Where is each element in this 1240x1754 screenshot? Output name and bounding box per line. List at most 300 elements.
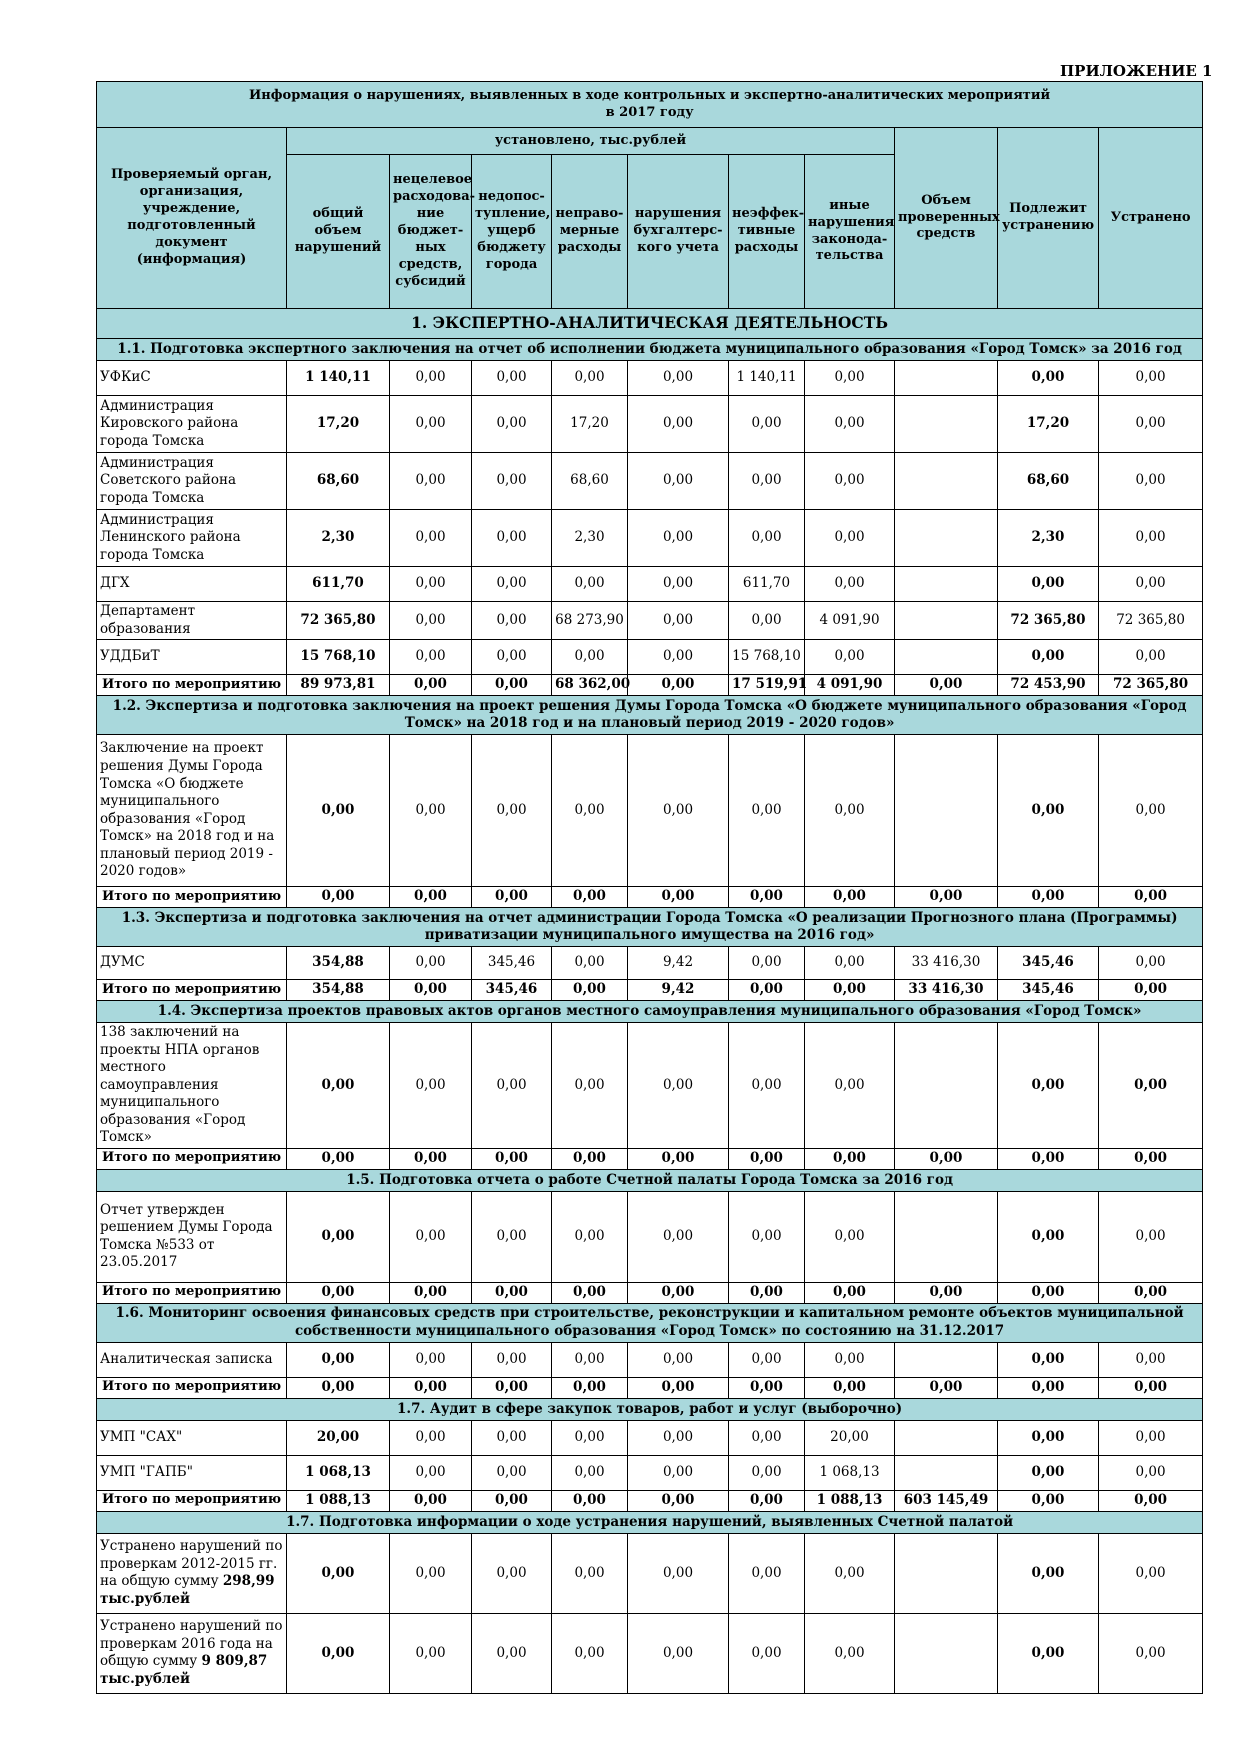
table-row — [97, 510, 1203, 567]
cell-value: 345,46 — [472, 947, 552, 980]
cell-value: 354,88 — [287, 947, 390, 980]
block-title: 1.7. Подготовка информации о ходе устранения нарушений, выявленных Счетной палатой — [97, 1511, 1203, 1533]
row-amount: 9 809,87 — [201, 1653, 268, 1670]
cell-value: 0,00 — [1099, 1191, 1203, 1282]
cell-value: 0,00 — [390, 453, 472, 510]
col-shortfall-header: недопос-тупление, ущерб бюджету города — [472, 155, 552, 309]
cell-value — [895, 567, 998, 602]
row-name: Администрация Кировского района города Томска — [97, 396, 287, 453]
row-name: УМП "ГАПБ" — [97, 1455, 287, 1490]
total-value: 0,00 — [895, 1377, 998, 1398]
total-value: 33 416,30 — [895, 980, 998, 1001]
col-checked-header: Объем проверенных средств — [895, 128, 998, 309]
cell-value: 1 140,11 — [287, 361, 390, 396]
total-value: 0,00 — [805, 1377, 895, 1398]
cell-value: 0,00 — [1099, 640, 1203, 675]
cell-value: 611,70 — [287, 567, 390, 602]
cell-value: 0,00 — [729, 1533, 805, 1613]
cell-value: 0,00 — [805, 453, 895, 510]
cell-value: 0,00 — [729, 947, 805, 980]
row-name: УФКиС — [97, 361, 287, 396]
table-row — [97, 947, 1203, 980]
cell-value: 68,60 — [287, 453, 390, 510]
total-value: 0,00 — [729, 1282, 805, 1303]
total-value: 0,00 — [1099, 887, 1203, 908]
total-value: 0,00 — [390, 1282, 472, 1303]
total-value: 0,00 — [1099, 1148, 1203, 1169]
cell-value: 0,00 — [552, 1455, 628, 1490]
col-total-header: общий объем нарушений — [287, 155, 390, 309]
total-value: 0,00 — [729, 887, 805, 908]
cell-value: 0,00 — [287, 735, 390, 887]
cell-value — [895, 1023, 998, 1149]
cell-value: 0,00 — [805, 361, 895, 396]
total-value: 0,00 — [805, 1282, 895, 1303]
table-row — [97, 640, 1203, 675]
cell-value: 0,00 — [998, 1023, 1099, 1149]
cell-value: 0,00 — [628, 396, 729, 453]
row-amount-suffix: тыс.рублей — [100, 1590, 191, 1607]
total-label: Итого по мероприятию — [97, 1148, 287, 1169]
cell-value: 2,30 — [998, 510, 1099, 567]
cell-value: 0,00 — [998, 1533, 1099, 1613]
cell-value: 0,00 — [628, 640, 729, 675]
total-value: 0,00 — [729, 1377, 805, 1398]
row-name: ДУМС — [97, 947, 287, 980]
total-value: 0,00 — [390, 980, 472, 1001]
total-label: Итого по мероприятию — [97, 675, 287, 696]
cell-value: 0,00 — [390, 602, 472, 640]
total-value: 1 088,13 — [287, 1490, 390, 1511]
cell-value: 0,00 — [628, 510, 729, 567]
col-other-header: иные нарушения законода-тельства — [805, 155, 895, 309]
cell-value: 0,00 — [628, 735, 729, 887]
cell-value: 0,00 — [628, 361, 729, 396]
total-label: Итого по мероприятию — [97, 1377, 287, 1398]
cell-value: 0,00 — [472, 1420, 552, 1455]
cell-value: 0,00 — [390, 735, 472, 887]
total-value: 0,00 — [729, 980, 805, 1001]
cell-value: 0,00 — [390, 1455, 472, 1490]
row-name: УМП "САХ" — [97, 1420, 287, 1455]
cell-value: 0,00 — [1099, 396, 1203, 453]
total-value: 0,00 — [998, 887, 1099, 908]
cell-value: 0,00 — [628, 1455, 729, 1490]
cell-value: 0,00 — [552, 1533, 628, 1613]
cell-value: 345,46 — [998, 947, 1099, 980]
cell-value: 0,00 — [472, 640, 552, 675]
total-value: 0,00 — [1099, 980, 1203, 1001]
cell-value: 72 365,80 — [1099, 602, 1203, 640]
cell-value: 4 091,90 — [805, 602, 895, 640]
cell-value: 1 068,13 — [287, 1455, 390, 1490]
total-value: 0,00 — [628, 887, 729, 908]
total-row — [97, 1377, 1203, 1398]
cell-value: 0,00 — [552, 361, 628, 396]
cell-value — [895, 1420, 998, 1455]
cell-value: 0,00 — [472, 361, 552, 396]
total-value: 1 088,13 — [805, 1490, 895, 1511]
row-name-text: Устранено нарушений по проверкам 2016 года на общую сумму — [100, 1618, 283, 1670]
cell-value: 0,00 — [1099, 947, 1203, 980]
block-title: 1.3. Экспертиза и подготовка заключения на отчет администрации Города Томска «О реализации Прогнозного плана (Программы) приватизации муниципального имущества на 2016 год» — [97, 908, 1203, 947]
cell-value: 0,00 — [729, 1023, 805, 1149]
total-value: 9,42 — [628, 980, 729, 1001]
cell-value: 0,00 — [472, 602, 552, 640]
total-value: 68 362,00 — [552, 675, 628, 696]
cell-value: 0,00 — [729, 1420, 805, 1455]
cell-value: 0,00 — [1099, 1342, 1203, 1377]
cell-value: 0,00 — [805, 640, 895, 675]
block-title: 1.6. Мониторинг освоения финансовых средств при строительстве, реконструкции и капитальном ремонте объектов муниципальной собственности муниципального образования «Город Томск» по состоянию на 31.12.2017 — [97, 1303, 1203, 1342]
cell-value: 0,00 — [1099, 361, 1203, 396]
total-row — [97, 1282, 1203, 1303]
total-label: Итого по мероприятию — [97, 1282, 287, 1303]
cell-value: 0,00 — [628, 567, 729, 602]
cell-value: 0,00 — [729, 602, 805, 640]
cell-value: 0,00 — [390, 567, 472, 602]
cell-value: 2,30 — [287, 510, 390, 567]
cell-value: 0,00 — [390, 510, 472, 567]
cell-value: 0,00 — [729, 453, 805, 510]
total-value: 0,00 — [805, 1148, 895, 1169]
col-to-fix-header: Подлежит устранению — [998, 128, 1099, 309]
appendix-label: ПРИЛОЖЕНИЕ 1 — [1060, 62, 1213, 80]
cell-value: 0,00 — [552, 1191, 628, 1282]
cell-value: 9,42 — [628, 947, 729, 980]
col-org-header: Проверяемый орган, организация, учреждение, подготовленный документ (информация) — [97, 128, 287, 309]
cell-value: 0,00 — [287, 1533, 390, 1613]
col-inefficient-header: неэффек-тивные расходы — [729, 155, 805, 309]
total-value: 0,00 — [472, 1148, 552, 1169]
total-value: 0,00 — [805, 887, 895, 908]
cell-value: 0,00 — [805, 510, 895, 567]
cell-value: 0,00 — [805, 1613, 895, 1693]
total-row — [97, 1490, 1203, 1511]
row-name: ДГХ — [97, 567, 287, 602]
cell-value: 0,00 — [1099, 1455, 1203, 1490]
total-value: 0,00 — [390, 1377, 472, 1398]
cell-value: 20,00 — [805, 1420, 895, 1455]
total-value: 0,00 — [628, 1282, 729, 1303]
total-value: 0,00 — [472, 1490, 552, 1511]
total-value: 0,00 — [998, 1282, 1099, 1303]
total-value: 0,00 — [628, 1377, 729, 1398]
cell-value: 68 273,90 — [552, 602, 628, 640]
total-value: 0,00 — [1099, 1377, 1203, 1398]
cell-value: 0,00 — [552, 1023, 628, 1149]
cell-value: 0,00 — [390, 640, 472, 675]
total-value: 0,00 — [729, 1148, 805, 1169]
cell-value: 0,00 — [729, 1342, 805, 1377]
cell-value: 0,00 — [805, 1533, 895, 1613]
cell-value: 0,00 — [390, 1191, 472, 1282]
row-name: Заключение на проект решения Думы Города Томска «О бюджете муниципального образования «Город Томск» на 2018 год и на плановый период 2019 - 2020 годов» — [97, 735, 287, 887]
table-row — [97, 396, 1203, 453]
cell-value: 0,00 — [628, 453, 729, 510]
total-value: 0,00 — [390, 887, 472, 908]
cell-value: 0,00 — [729, 396, 805, 453]
cell-value: 0,00 — [552, 640, 628, 675]
cell-value: 0,00 — [390, 396, 472, 453]
cell-value: 0,00 — [998, 1191, 1099, 1282]
row-name: Отчет утвержден решением Думы Города Томска №533 от 23.05.2017 — [97, 1191, 287, 1282]
col-fixed-header: Устранено — [1099, 128, 1203, 309]
row-name: Администрация Ленинского района города Томска — [97, 510, 287, 567]
cell-value: 0,00 — [729, 735, 805, 887]
cell-value: 0,00 — [472, 1455, 552, 1490]
block-title: 1.7. Аудит в сфере закупок товаров, работ и услуг (выборочно) — [97, 1398, 1203, 1420]
total-value: 0,00 — [998, 1148, 1099, 1169]
cell-value: 0,00 — [390, 1023, 472, 1149]
cell-value: 0,00 — [1099, 735, 1203, 887]
total-value: 345,46 — [998, 980, 1099, 1001]
cell-value: 0,00 — [998, 567, 1099, 602]
total-value: 603 145,49 — [895, 1490, 998, 1511]
cell-value — [895, 1533, 998, 1613]
total-value: 0,00 — [472, 887, 552, 908]
total-value: 0,00 — [287, 887, 390, 908]
cell-value: 0,00 — [998, 735, 1099, 887]
cell-value: 0,00 — [998, 361, 1099, 396]
total-row — [97, 887, 1203, 908]
cell-value: 0,00 — [552, 1420, 628, 1455]
cell-value: 1 140,11 — [729, 361, 805, 396]
row-name: Аналитическая записка — [97, 1342, 287, 1377]
cell-value: 0,00 — [805, 567, 895, 602]
total-value: 0,00 — [628, 1148, 729, 1169]
row-name: Администрация Советского района города Томска — [97, 453, 287, 510]
cell-value: 0,00 — [1099, 1613, 1203, 1693]
total-value: 0,00 — [472, 675, 552, 696]
cell-value: 68,60 — [998, 453, 1099, 510]
cell-value: 0,00 — [729, 1613, 805, 1693]
total-value: 0,00 — [628, 675, 729, 696]
cell-value: 0,00 — [628, 1533, 729, 1613]
cell-value: 0,00 — [729, 1191, 805, 1282]
cell-value: 0,00 — [1099, 567, 1203, 602]
cell-value: 0,00 — [1099, 1533, 1203, 1613]
cell-value: 0,00 — [805, 396, 895, 453]
cell-value: 0,00 — [472, 1613, 552, 1693]
total-label: Итого по мероприятию — [97, 980, 287, 1001]
total-value: 0,00 — [472, 1377, 552, 1398]
total-value: 0,00 — [552, 1148, 628, 1169]
cell-value — [895, 1613, 998, 1693]
total-value: 72 365,80 — [1099, 675, 1203, 696]
cell-value: 0,00 — [552, 735, 628, 887]
cell-value: 0,00 — [1099, 1023, 1203, 1149]
cell-value: 0,00 — [287, 1342, 390, 1377]
cell-value: 0,00 — [552, 1342, 628, 1377]
cell-value: 0,00 — [390, 1420, 472, 1455]
cell-value: 0,00 — [472, 1191, 552, 1282]
total-value: 0,00 — [998, 1490, 1099, 1511]
row-name-text: Устранено нарушений по проверкам 2012-2015 гг. на общую сумму — [100, 1538, 283, 1590]
cell-value: 0,00 — [1099, 453, 1203, 510]
row-name: Департамент образования — [97, 602, 287, 640]
total-value: 0,00 — [287, 1377, 390, 1398]
cell-value: 0,00 — [628, 1191, 729, 1282]
cell-value: 0,00 — [805, 1191, 895, 1282]
cell-value: 0,00 — [628, 1023, 729, 1149]
cell-value: 0,00 — [805, 735, 895, 887]
cell-value: 0,00 — [628, 1342, 729, 1377]
cell-value — [895, 510, 998, 567]
total-value: 0,00 — [552, 980, 628, 1001]
established-header: установлено, тыс.рублей — [287, 128, 895, 155]
total-value: 0,00 — [895, 887, 998, 908]
table-row — [97, 735, 1203, 887]
total-value: 0,00 — [552, 1377, 628, 1398]
total-value: 0,00 — [1099, 1490, 1203, 1511]
total-value: 0,00 — [729, 1490, 805, 1511]
cell-value: 0,00 — [805, 1342, 895, 1377]
total-value: 0,00 — [552, 887, 628, 908]
total-value: 0,00 — [552, 1490, 628, 1511]
cell-value: 0,00 — [390, 1342, 472, 1377]
cell-value: 0,00 — [998, 1455, 1099, 1490]
cell-value: 72 365,80 — [998, 602, 1099, 640]
table-row — [97, 453, 1203, 510]
cell-value: 0,00 — [729, 510, 805, 567]
cell-value: 0,00 — [472, 735, 552, 887]
cell-value: 0,00 — [472, 453, 552, 510]
cell-value: 0,00 — [390, 1533, 472, 1613]
table-body — [97, 309, 1203, 1694]
table-row — [97, 1455, 1203, 1490]
cell-value: 0,00 — [472, 396, 552, 453]
row-name: УДДБиТ — [97, 640, 287, 675]
cell-value: 0,00 — [472, 1342, 552, 1377]
block-title: 1.4. Экспертиза проектов правовых актов органов местного самоуправления муниципального образования «Город Томск» — [97, 1001, 1203, 1023]
cell-value: 0,00 — [805, 947, 895, 980]
table-row — [97, 1023, 1203, 1149]
total-value: 0,00 — [998, 1377, 1099, 1398]
total-row — [97, 1148, 1203, 1169]
cell-value: 0,00 — [729, 1455, 805, 1490]
cell-value: 20,00 — [287, 1420, 390, 1455]
col-misuse-header: нецелевое расходова-ние бюджет-ных средств, субсидий — [390, 155, 472, 309]
block-title: 1.5. Подготовка отчета о работе Счетной палаты Города Томска за 2016 год — [97, 1169, 1203, 1191]
cell-value: 0,00 — [390, 947, 472, 980]
total-value: 0,00 — [390, 1148, 472, 1169]
cell-value: 0,00 — [552, 1613, 628, 1693]
cell-value: 0,00 — [998, 1613, 1099, 1693]
total-value: 345,46 — [472, 980, 552, 1001]
total-value: 354,88 — [287, 980, 390, 1001]
cell-value: 0,00 — [472, 1533, 552, 1613]
total-value: 0,00 — [628, 1490, 729, 1511]
total-value: 4 091,90 — [805, 675, 895, 696]
total-value: 0,00 — [1099, 1282, 1203, 1303]
cell-value — [895, 361, 998, 396]
total-value: 0,00 — [472, 1282, 552, 1303]
col-accounting-header: нарушения бухгалтерс-кого учета — [628, 155, 729, 309]
cell-value: 0,00 — [1099, 510, 1203, 567]
total-label: Итого по мероприятию — [97, 887, 287, 908]
total-value: 0,00 — [390, 675, 472, 696]
table-row — [97, 1342, 1203, 1377]
cell-value: 15 768,10 — [287, 640, 390, 675]
cell-value: 0,00 — [998, 1420, 1099, 1455]
cell-value: 0,00 — [552, 947, 628, 980]
total-value: 72 453,90 — [998, 675, 1099, 696]
cell-value: 0,00 — [628, 602, 729, 640]
title-line-2: в 2017 году — [605, 104, 694, 120]
cell-value: 0,00 — [390, 361, 472, 396]
table-row — [97, 602, 1203, 640]
title-line-1: Информация о нарушениях, выявленных в ходе контрольных и экспертно-аналитических мероприятий — [249, 87, 1051, 103]
cell-value: 0,00 — [472, 510, 552, 567]
block-title: 1.2. Экспертиза и подготовка заключения на проект решения Думы Города Томска «О бюджете муниципального образования «Город Томск» на 2018 год и на плановый период 2019 - 2020 годов» — [97, 696, 1203, 735]
total-row — [97, 675, 1203, 696]
cell-value: 72 365,80 — [287, 602, 390, 640]
row-amount: 298,99 — [222, 1573, 275, 1590]
violations-table — [96, 81, 1203, 1694]
cell-value — [895, 640, 998, 675]
cell-value: 17,20 — [552, 396, 628, 453]
row-name: 138 заключений на проекты НПА органов местного самоуправления муниципального образования «Город Томск» — [97, 1023, 287, 1149]
cell-value: 0,00 — [287, 1613, 390, 1693]
table-row — [97, 1533, 1203, 1613]
table-row — [97, 1420, 1203, 1455]
cell-value: 1 068,13 — [805, 1455, 895, 1490]
cell-value — [895, 602, 998, 640]
total-label: Итого по мероприятию — [97, 1490, 287, 1511]
cell-value: 17,20 — [998, 396, 1099, 453]
col-improper-header: неправо-мерные расходы — [552, 155, 628, 309]
cell-value: 0,00 — [628, 1420, 729, 1455]
cell-value: 15 768,10 — [729, 640, 805, 675]
cell-value: 611,70 — [729, 567, 805, 602]
total-value: 0,00 — [552, 1282, 628, 1303]
cell-value: 0,00 — [552, 567, 628, 602]
cell-value — [895, 735, 998, 887]
cell-value — [895, 1342, 998, 1377]
cell-value: 0,00 — [628, 1613, 729, 1693]
total-value: 89 973,81 — [287, 675, 390, 696]
table-title — [97, 82, 1203, 128]
total-value: 0,00 — [390, 1490, 472, 1511]
section-title: 1. ЭКСПЕРТНО-АНАЛИТИЧЕСКАЯ ДЕЯТЕЛЬНОСТЬ — [97, 309, 1203, 339]
cell-value: 0,00 — [998, 1342, 1099, 1377]
cell-value: 0,00 — [287, 1191, 390, 1282]
cell-value: 0,00 — [805, 1023, 895, 1149]
cell-value: 0,00 — [390, 1613, 472, 1693]
total-value: 0,00 — [895, 1148, 998, 1169]
cell-value — [895, 396, 998, 453]
row-name — [97, 1613, 287, 1693]
cell-value: 0,00 — [472, 1023, 552, 1149]
cell-value: 0,00 — [998, 640, 1099, 675]
total-value: 0,00 — [287, 1282, 390, 1303]
total-value: 0,00 — [895, 675, 998, 696]
cell-value: 0,00 — [472, 567, 552, 602]
cell-value: 33 416,30 — [895, 947, 998, 980]
cell-value: 17,20 — [287, 396, 390, 453]
total-row — [97, 980, 1203, 1001]
row-amount-suffix: тыс.рублей — [100, 1670, 191, 1687]
total-value: 0,00 — [805, 980, 895, 1001]
block-title: 1.1. Подготовка экспертного заключения на отчет об исполнении бюджета муниципального образования «Город Томск» за 2016 год — [97, 339, 1203, 361]
total-value: 0,00 — [895, 1282, 998, 1303]
cell-value: 0,00 — [1099, 1420, 1203, 1455]
cell-value: 68,60 — [552, 453, 628, 510]
total-value: 17 519,91 — [729, 675, 805, 696]
table-row — [97, 1191, 1203, 1282]
table-row — [97, 567, 1203, 602]
